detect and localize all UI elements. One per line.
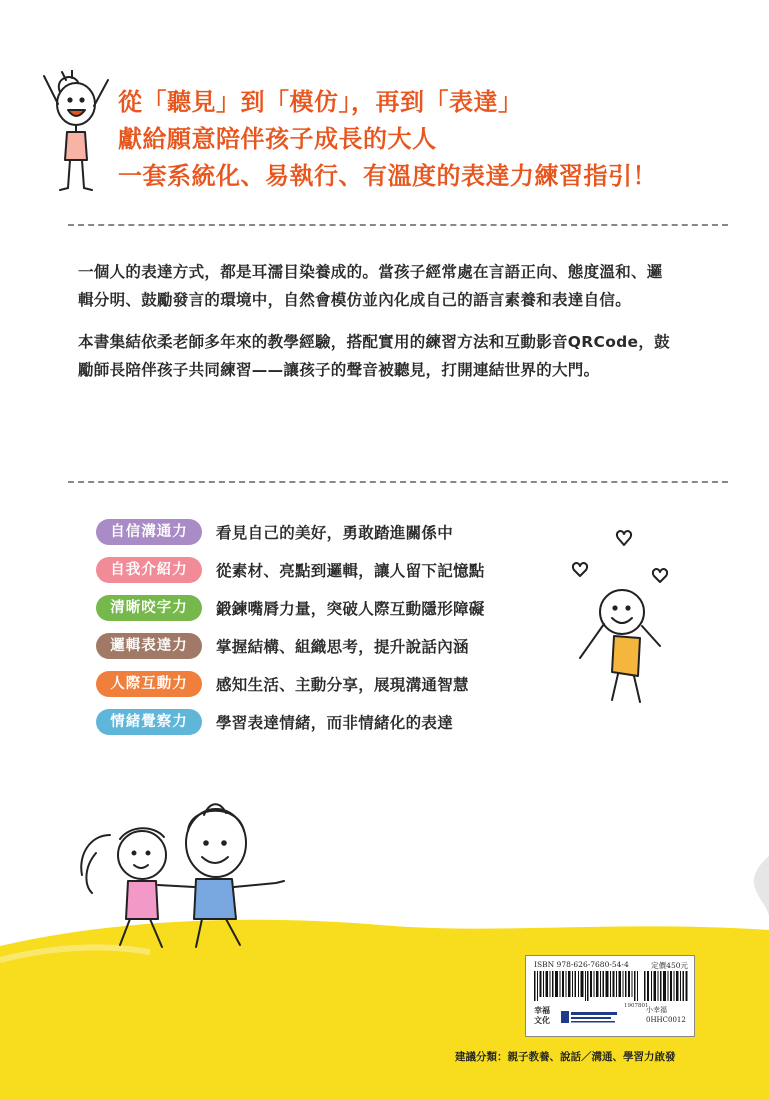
barcode-box	[525, 955, 695, 1037]
skill-badge: 清晰咬字力	[96, 595, 202, 621]
suggested-category: 建議分類：親子教養、說話／溝通、學習力啟發	[455, 1051, 676, 1063]
tagline-line-3: 一套系統化、易執行、有溫度的表達力練習指引！	[118, 162, 657, 190]
isbn-text: ISBN 978-626-7680-54-4	[534, 960, 629, 969]
skill-badge: 情緒覺察力	[96, 709, 202, 735]
intro-text	[78, 258, 678, 398]
skill-description: 從素材、亮點到邏輯，讓人留下記憶點	[216, 562, 485, 580]
intro-paragraph-2: 本書集結依柔老師多年來的教學經驗，搭配實用的練習方法和互動影音QRCode，鼓勵師長陪伴孩子共同練習——讓孩子的聲音被聽見，打開連結世界的大門。	[78, 333, 670, 379]
barcode-number: 1907801	[624, 1003, 649, 1009]
skill-badge: 人際互動力	[96, 671, 202, 697]
waving-kid-illustration	[40, 70, 112, 200]
skill-row	[96, 589, 556, 627]
skill-description: 掌握結構、組織思考，提升說話內涵	[216, 638, 469, 656]
publisher-logo-text	[534, 1006, 558, 1026]
skill-row	[96, 627, 556, 665]
series-info	[646, 1005, 686, 1025]
dashed-divider-top	[68, 224, 728, 226]
skill-badge: 自信溝通力	[96, 519, 202, 545]
distributor-logo	[561, 1007, 619, 1027]
intro-paragraph-1: 一個人的表達方式，都是耳濡目染養成的。當孩子經常處在言語正向、態度溫和、邏輯分明、鼓勵發言的環境中，自然會模仿並內化成自己的語言素養和表達自信。	[78, 263, 663, 309]
skill-description: 學習表達情緒，而非情緒化的表達	[216, 714, 454, 732]
edge-decoration	[749, 856, 769, 916]
skill-badge: 自我介紹力	[96, 557, 202, 583]
publisher-name-line-1: 幸福	[534, 1006, 550, 1015]
dashed-divider-bottom	[68, 481, 728, 483]
skill-description: 看見自己的美好，勇敢踏進關係中	[216, 524, 454, 542]
series-code: 0HHC0012	[646, 1016, 686, 1024]
skill-row	[96, 551, 556, 589]
tagline-line-1: 從「聽見」到「模仿」，再到「表達」	[118, 88, 523, 116]
price-text: 定價450元	[651, 961, 688, 970]
skill-row	[96, 513, 556, 551]
tagline-line-2: 獻給願意陪伴孩子成長的大人	[118, 125, 437, 153]
series-name: 小幸福	[646, 1006, 667, 1014]
tagline	[118, 84, 738, 195]
skill-row	[96, 703, 556, 741]
publisher-name-line-2: 文化	[534, 1016, 550, 1025]
two-kids-illustration	[70, 795, 300, 955]
skill-badge: 邏輯表達力	[96, 633, 202, 659]
kid-with-hearts-illustration	[560, 526, 690, 706]
skill-description: 感知生活、主動分享，展現溝通智慧	[216, 676, 469, 694]
price-barcode	[644, 971, 688, 1001]
skill-row	[96, 665, 556, 703]
skills-list	[96, 513, 556, 741]
skill-description: 鍛鍊嘴脣力量，突破人際互動隱形障礙	[216, 600, 485, 618]
isbn-barcode	[534, 971, 639, 1001]
